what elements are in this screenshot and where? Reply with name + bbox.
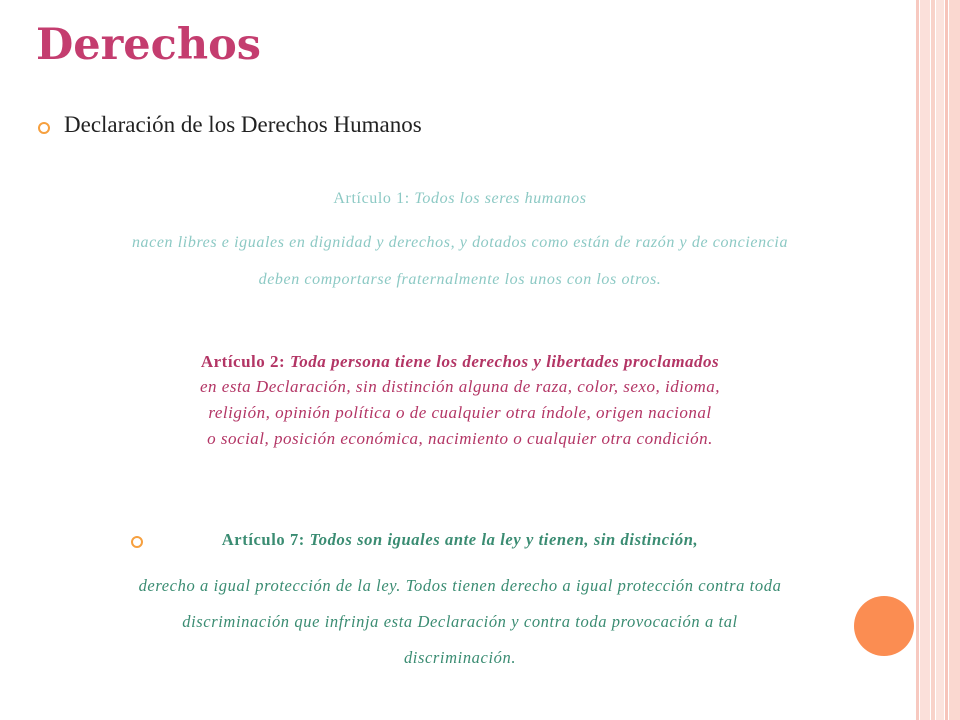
article-2-heading: [0, 350, 920, 374]
article-1-line: deben comportarse fraternalmente los unos con los otros.: [258, 271, 662, 288]
article-2-line: o social, posición económica, nacimiento o cualquier otra condición.: [207, 429, 713, 448]
article-2-line: religión, opinión política o de cualquier otra índole, origen nacional: [208, 403, 712, 422]
stripe: [936, 0, 944, 720]
article-2: [0, 350, 920, 452]
article-1: [0, 188, 920, 298]
article-1-heading: [0, 188, 920, 210]
stripe: [949, 0, 960, 720]
decorative-stripes: [916, 0, 960, 720]
article-7-line: discriminación.: [403, 648, 517, 667]
article-1-label: Artículo 1:: [333, 190, 410, 207]
stripe: [945, 0, 948, 720]
stripe: [931, 0, 935, 720]
article-7-heading: [0, 528, 920, 552]
article-2-heading-text: Toda persona tiene los derechos y libertades proclamados: [289, 352, 720, 371]
slide-subtitle: Declaración de los Derechos Humanos: [64, 112, 422, 137]
article-1-heading-text: Todos los seres humanos: [414, 190, 587, 207]
bullet-icon: [38, 122, 50, 134]
article-2-line: en esta Declaración, sin distinción alguna de raza, color, sexo, idioma,: [200, 377, 720, 396]
article-2-label: Artículo 2:: [200, 352, 286, 371]
article-7-label: Artículo 7:: [221, 530, 305, 549]
article-7-heading-text: Todos son iguales ante la ley y tienen, sin distinción,: [309, 530, 699, 549]
article-7-line: discriminación que infrinja esta Declaración y contra toda provocación a tal: [182, 612, 738, 631]
article-7: [0, 528, 920, 676]
article-1-line: nacen libres e iguales en dignidad y derechos, y dotados como están de razón y de conciencia: [131, 234, 789, 251]
article-7-line: derecho a igual protección de la ley. Todos tienen derecho a igual protección contra toda: [138, 576, 782, 595]
stripe: [920, 0, 930, 720]
slide-title: Derechos: [36, 20, 261, 70]
